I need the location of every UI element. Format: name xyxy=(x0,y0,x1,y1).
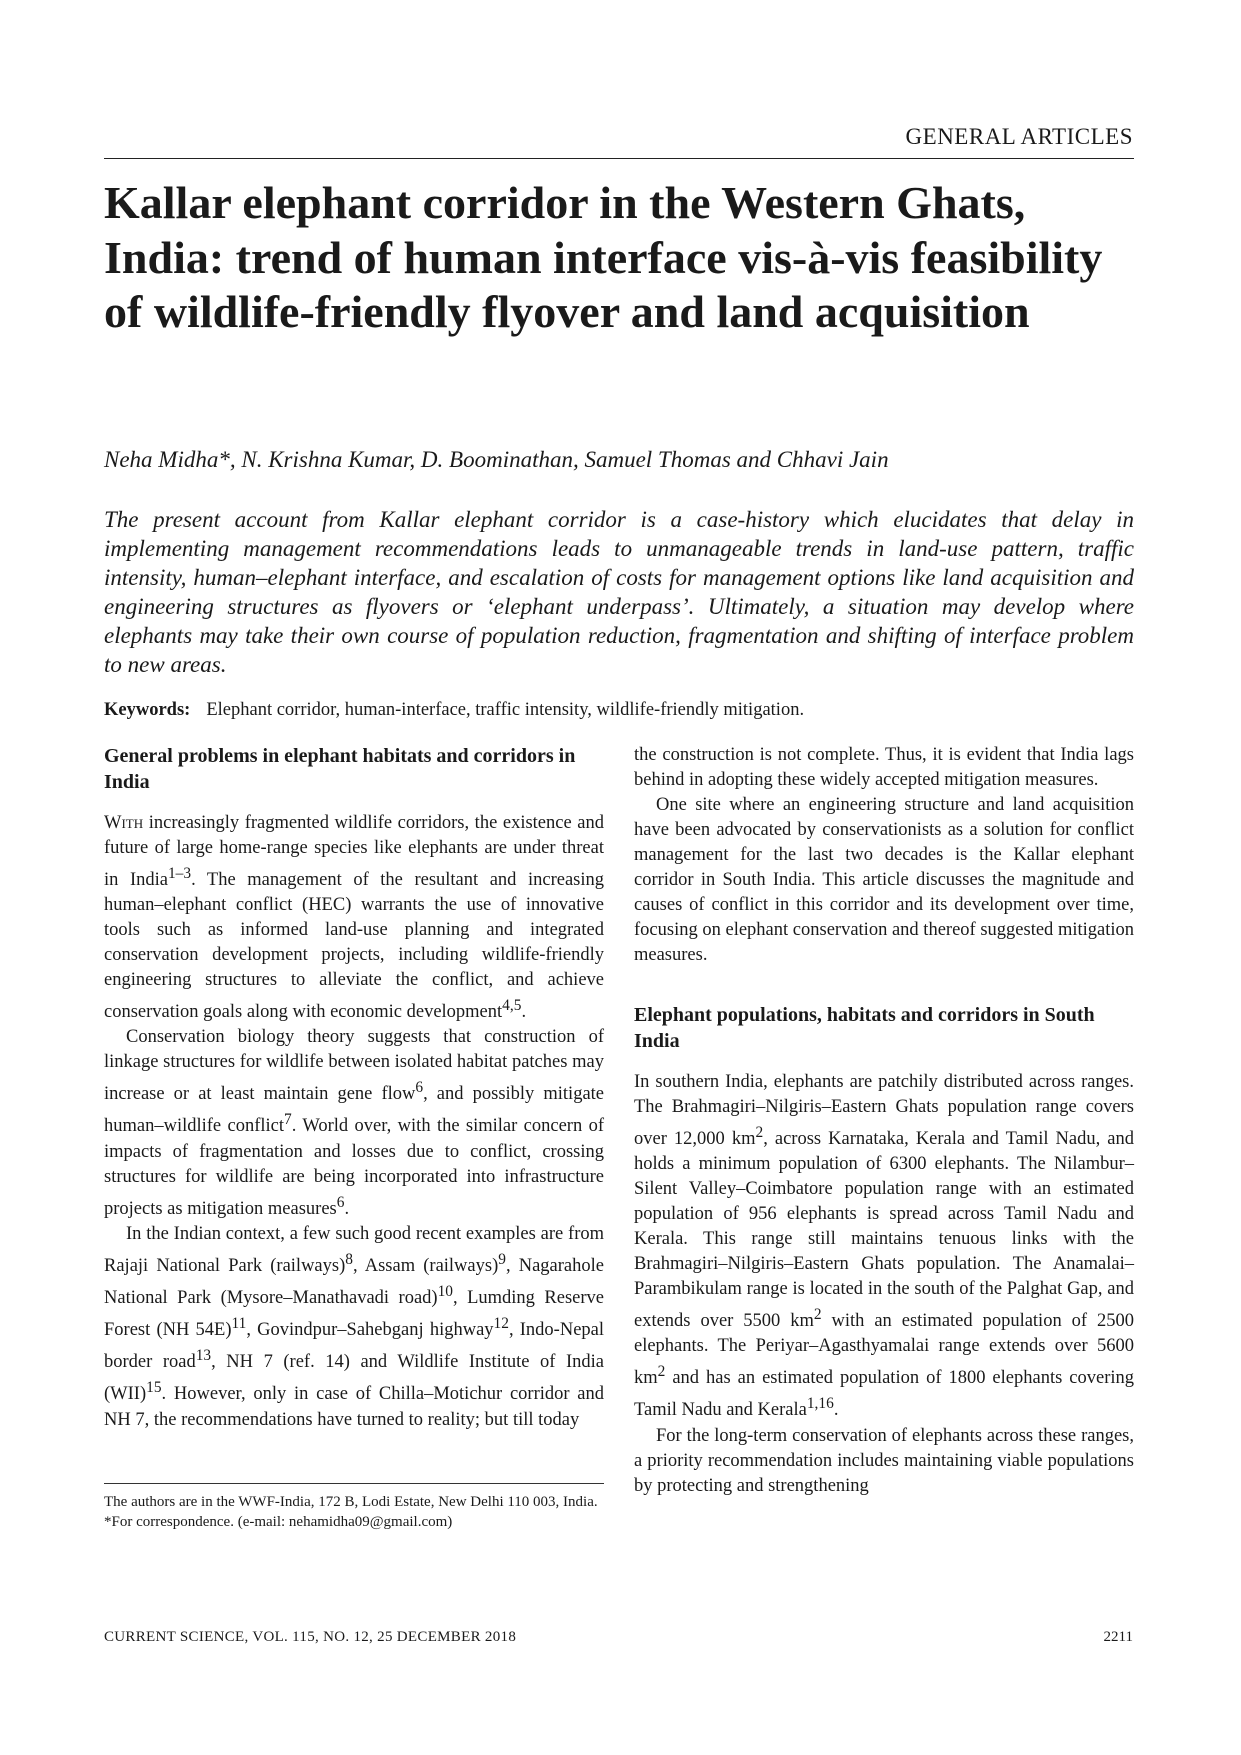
citation: 10 xyxy=(437,1282,453,1300)
superscript: 2 xyxy=(657,1363,666,1381)
citation: 1,16 xyxy=(806,1395,834,1413)
section-heading-general-problems: General problems in elephant habitats and corridors in India xyxy=(104,745,576,793)
citation: 4,5 xyxy=(502,997,522,1015)
citation: 8 xyxy=(345,1250,353,1268)
left-column xyxy=(104,743,604,1433)
paragraph-6: In southern India, elephants are patchily distributed across ranges. The Brahmagiri–Nilgiris–Eastern Ghats population range covers over 12,000 $km^2$, across Karnataka, Kerala and Tamil Nadu, and holds a minimum population of 6300 elephants. The Nilambur–Silent Valley–Coimbatore population range with an estimated population of 956 elephants is spread across Tamil Nadu and Kerala. This range still maintains tenuous links with the Brahmagiri–Nilgiris–Eastern Ghats population. The Anamalai–Parambikulam range is located in the south of the Palghat Gap, and extends over 5500 $km^2$ with an estimated population of 2500 elephants. The Periyar–Agasthyamalai range extends over 5600 $km^2$ and has an estimated population of 1800 elephants covering Tamil Nadu and Kerala$^{1,16}$. xyxy=(634,1072,1134,1421)
footnote-rule xyxy=(104,1483,604,1484)
section-heading-elephant-populations: Elephant populations, habitats and corridors in South India xyxy=(634,1004,1095,1052)
paragraph-5: One site where an engineering structure and land acquisition have been advocated by conservationists as a solution for conflict management for the last two decades is the Kallar elephant corridor in South India. This article discusses the magnitude and causes of conflict in this corridor and its development over time, focusing on elephant conservation and thereof suggested mitigation measures. xyxy=(634,795,1134,965)
keywords-label: Keywords: xyxy=(104,700,191,720)
journal-citation: CURRENT SCIENCE, VOL. 115, NO. 12, 25 DECEMBER 2018 xyxy=(104,1629,517,1645)
paragraph-1: With increasingly fragmented wildlife corridors, the existence and future of large home-range species like elephants are under threat in India$^{1-3}$. The management of the resultant and increasing human–elephant conflict (HEC) warrants the use of innovative tools such as informed land-use planning and integrated conservation development projects, including wildlife-friendly engineering structures to alleviate the conflict, and achieve conservation goals along with economic development$^{4,5}$. xyxy=(104,813,605,1023)
paragraph-4: the construction is not complete. Thus, it is evident that India lags behind in adopting these widely accepted mitigation measures. xyxy=(634,745,1134,790)
superscript: 2 xyxy=(755,1124,764,1141)
correspondence-note: *For correspondence. (e-mail: nehamidha09@gmail.com) xyxy=(104,1514,453,1530)
citation: 9 xyxy=(498,1250,506,1268)
keywords xyxy=(104,700,1134,721)
paragraph-3: In the Indian context, a few such good recent examples are from Rajaji National Park (railways)$^8$, Assam (railways)$^9$, Nagarahole National Park (Mysore–Manathavadi road)$^{10}$, Lumding Reserve Forest (NH 54E)$^{11}$, Govindpur–Sahebganj highway$^{12}$, Indo-Nepal border road$^{13}$, NH 7 (ref. 14) and Wildlife Institute of India (WII)$^{15}$. However, only in case of Chilla–Motichur corridor and NH 7, the recommendations have turned to reality; but till today xyxy=(104,1223,605,1430)
page-number: 2211 xyxy=(1103,1629,1133,1645)
paragraph-7: For the long-term conservation of elephants across these ranges, a priority recommendation includes maintaining viable populations by protecting and strengthening xyxy=(634,1425,1134,1496)
citation: 6 xyxy=(336,1193,345,1211)
right-column xyxy=(634,743,1134,1499)
citation: 7 xyxy=(284,1111,292,1129)
abstract: The present account from Kallar elephant corridor is a case-history which elucidates that delay in implementing management recommendations leads to unmanageable trends in land-use pattern, traffic intensity, human–elephant interface, and escalation of costs for management options like land acquisition and engineering structures as flyovers or ‘elephant underpass’. Ultimately, a situation may develop where elephants may take their own course of population reduction, fragmentation and shifting of interface problem to new areas. xyxy=(104,507,1134,677)
footnotes xyxy=(104,1492,604,1532)
drop-word: With xyxy=(104,813,144,833)
section-label: GENERAL ARTICLES xyxy=(905,124,1133,149)
keywords-text: Elephant corridor, human-interface, traffic intensity, wildlife-friendly mitigation. xyxy=(206,700,805,720)
author-list: Neha Midha*, N. Krishna Kumar, D. Boominathan, Samuel Thomas and Chhavi Jain xyxy=(104,447,889,472)
article-title: Kallar elephant corridor in the Western Ghats, India: trend of human interface vis-à-vis feasibility of wildlife-friendly flyover and land acquisition xyxy=(104,177,1103,338)
citation: 1–3 xyxy=(167,865,192,882)
citation: 6 xyxy=(415,1079,424,1097)
citation: 13 xyxy=(195,1347,212,1365)
header-rule xyxy=(104,158,1134,159)
affiliation-note: The authors are in the WWF-India, 172 B, Lodi Estate, New Delhi 110 003, India. xyxy=(104,1494,598,1510)
superscript: 2 xyxy=(813,1306,822,1324)
citation: 15 xyxy=(146,1379,162,1397)
paragraph-2: Conservation biology theory suggests that construction of linkage structures for wildlife between isolated habitat patches may increase or at least maintain gene flow$^6$, and possibly mitigate human–wildlife conflict$^7$. World over, with the similar concern of impacts of fragmentation and losses due to conflict, crossing structures for wildlife are being incorporated into infrastructure projects as mitigation measures$^6$. xyxy=(104,1027,605,1219)
citation: 11 xyxy=(231,1315,247,1333)
citation: 12 xyxy=(493,1315,509,1333)
